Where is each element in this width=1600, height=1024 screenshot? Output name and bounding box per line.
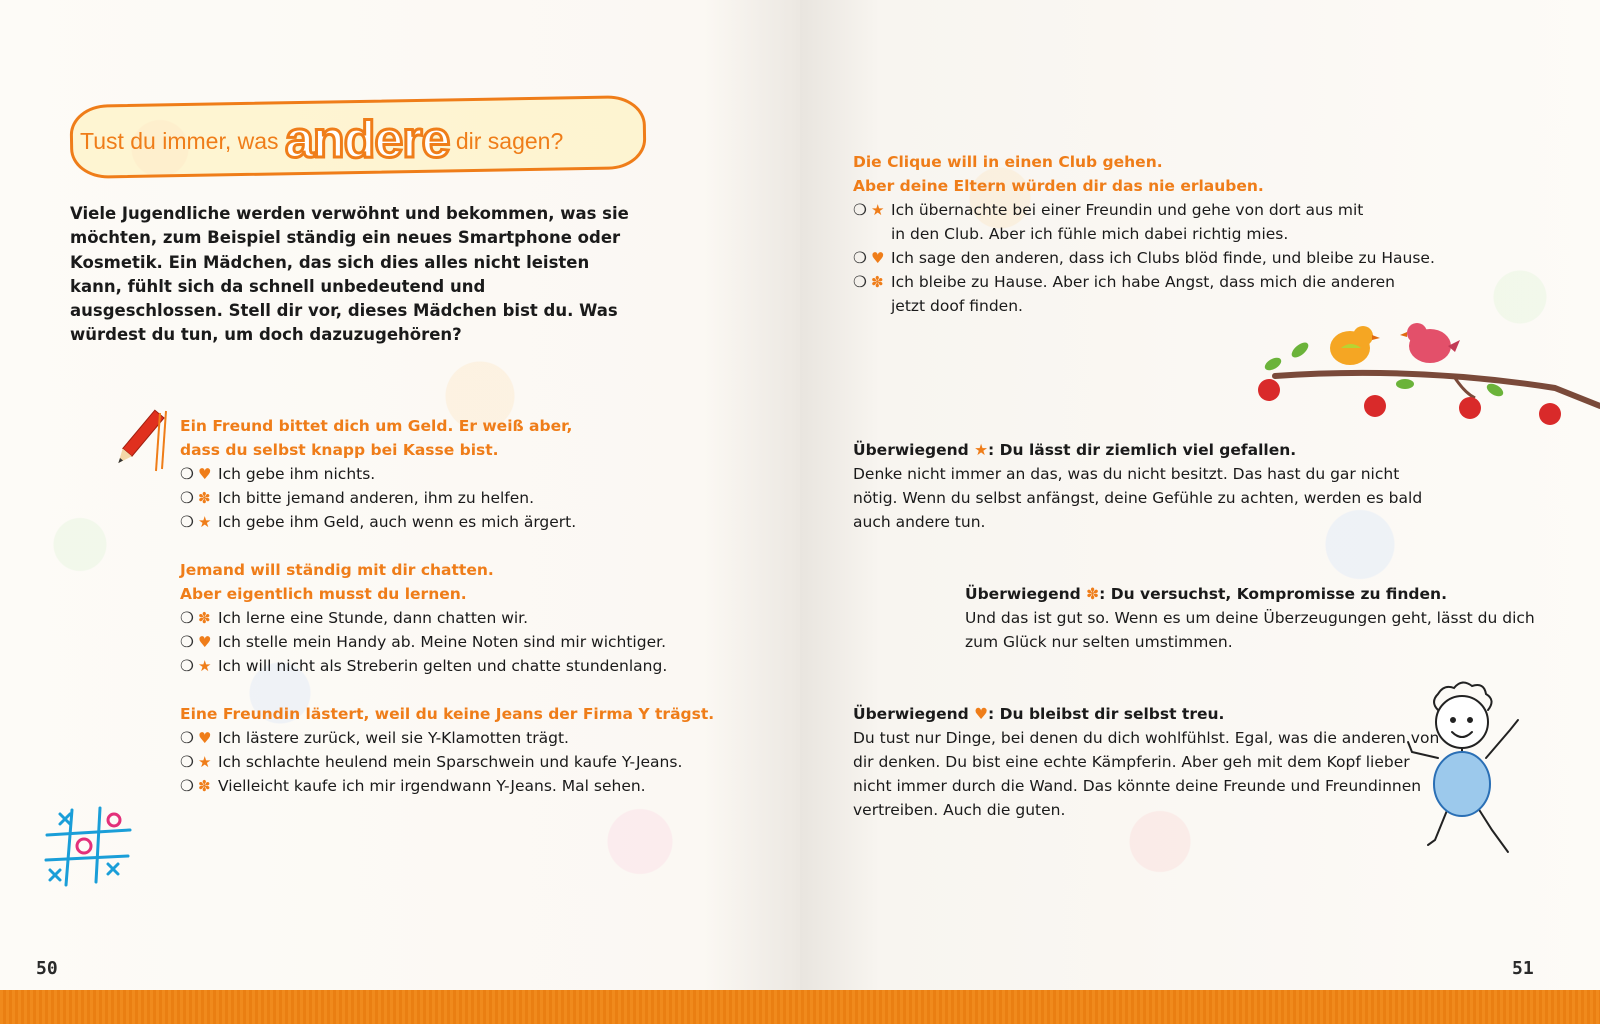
result-3-heading [853, 702, 1439, 726]
flower-icon: ✽ [198, 777, 211, 795]
result-title: : Du lässt dir ziemlich viel gefallen. [988, 441, 1297, 459]
result-3 [853, 702, 1439, 822]
result-3-line: vertreiben. Auch die guten. [853, 801, 1066, 819]
answer-text: Ich übernachte bei einer Freundin und gehe von dort aus mit [891, 201, 1364, 219]
birds-on-branch-illustration [1255, 318, 1600, 428]
result-label: Überwiegend [853, 441, 969, 459]
question-4 [853, 150, 1435, 318]
tic-tac-toe-icon [42, 800, 137, 890]
result-title: : Du bleibst dir selbst treu. [988, 705, 1225, 723]
answer-option[interactable] [180, 654, 667, 678]
question-3-heading: Eine Freundin lästert, weil du keine Jeans der Firma Y trägst. [180, 705, 715, 723]
result-3-line: nicht immer durch die Wand. Das könnte deine Freunde und Freundinnen [853, 777, 1422, 795]
flower-icon: ✽ [1086, 585, 1100, 603]
answer-option[interactable] [180, 750, 714, 774]
result-1-line: auch andere tun. [853, 513, 986, 531]
question-3 [180, 702, 714, 798]
result-1-line: Denke nicht immer an das, was du nicht besitzt. Das hast du gar nicht [853, 465, 1400, 483]
heart-icon: ♥ [198, 729, 212, 747]
checkbox-circle-icon[interactable]: ❍ [853, 249, 867, 267]
page-number: 51 [1512, 958, 1534, 979]
result-1-heading [853, 438, 1422, 462]
answer-text: Ich gebe ihm nichts. [218, 465, 376, 483]
answer-option[interactable] [853, 270, 1435, 294]
pencil-icon [104, 405, 174, 475]
answer-option[interactable] [180, 462, 576, 486]
result-label: Überwiegend [853, 705, 969, 723]
left-page [0, 0, 800, 990]
result-1-line: nötig. Wenn du selbst anfängst, deine Gefühle zu achten, werden es bald [853, 489, 1423, 507]
page-number: 50 [36, 958, 58, 979]
flower-icon: ✽ [198, 609, 211, 627]
question-2 [180, 558, 667, 678]
heart-icon: ♥ [871, 249, 885, 267]
star-icon: ★ [198, 513, 212, 531]
question-4-heading-line-2: Aber deine Eltern würden dir das nie erlauben. [853, 177, 1264, 195]
checkbox-circle-icon[interactable]: ❍ [180, 513, 194, 531]
answer-text: Ich sage den anderen, dass ich Clubs blöd finde, und bleibe zu Hause. [891, 249, 1435, 267]
result-2-line: zum Glück nur selten umstimmen. [965, 633, 1233, 651]
answer-option[interactable] [180, 774, 714, 798]
checkbox-circle-icon[interactable]: ❍ [853, 273, 867, 291]
checkbox-circle-icon[interactable]: ❍ [180, 633, 194, 651]
checkbox-circle-icon[interactable]: ❍ [180, 729, 194, 747]
checkbox-circle-icon[interactable]: ❍ [180, 465, 194, 483]
answer-text: Ich schlachte heulend mein Sparschwein und kaufe Y-Jeans. [218, 753, 683, 771]
result-2-heading [965, 582, 1535, 606]
question-1-heading-line-2: dass du selbst knapp bei Kasse bist. [180, 441, 499, 459]
heart-icon: ♥ [974, 705, 989, 723]
answer-text: Vielleicht kaufe ich mir irgendwann Y-Jeans. Mal sehen. [218, 777, 646, 795]
result-2-line: Und das ist gut so. Wenn es um deine Überzeugungen geht, lässt du dich [965, 609, 1535, 627]
heart-icon: ♥ [198, 633, 212, 651]
answer-text: Ich lästere zurück, weil sie Y-Klamotten trägt. [218, 729, 569, 747]
question-1-heading-line-1: Ein Freund bittet dich um Geld. Er weiß aber, [180, 417, 573, 435]
heart-icon: ♥ [198, 465, 212, 483]
answer-option[interactable] [180, 510, 576, 534]
answer-option[interactable] [180, 606, 667, 630]
intro-text: Viele Jugendliche werden verwöhnt und bekommen, was sie möchten, zum Beispiel ständig ein neues Smartphone oder Kosmetik. Ein Mädchen, das sich dies alles nicht leisten kann, fühlt sich da schnell unbedeutend und ausgeschlossen. Stell dir vor, dieses Mädchen bist du. Was würdest du tun, um doch dazuzugehören? [70, 204, 629, 345]
answer-text: Ich gebe ihm Geld, auch wenn es mich ärgert. [218, 513, 577, 531]
checkbox-circle-icon[interactable]: ❍ [853, 201, 867, 219]
answer-text-continued: jetzt doof finden. [891, 297, 1023, 315]
star-icon: ★ [198, 657, 212, 675]
answer-text: Ich will nicht als Streberin gelten und chatte stundenlang. [218, 657, 668, 675]
answer-option[interactable] [853, 246, 1435, 270]
title-highlight: andere [284, 111, 450, 169]
result-3-line: dir denken. Du bist eine echte Kämpferin. Aber geh mit dem Kopf lieber [853, 753, 1410, 771]
result-2 [965, 582, 1535, 654]
answer-text-continued: in den Club. Aber ich fühle mich dabei richtig mies. [891, 225, 1289, 243]
answer-option[interactable] [853, 198, 1435, 222]
flower-icon: ✽ [871, 273, 884, 291]
checkbox-circle-icon[interactable]: ❍ [180, 777, 194, 795]
answer-text: Ich bitte jemand anderen, ihm zu helfen. [218, 489, 535, 507]
result-1 [853, 438, 1422, 534]
checkbox-circle-icon[interactable]: ❍ [180, 489, 194, 507]
right-page [800, 0, 1600, 990]
title-part-2: dir sagen? [455, 128, 564, 154]
footer-stripe [0, 990, 1600, 1024]
star-icon: ★ [198, 753, 212, 771]
answer-option[interactable] [180, 726, 714, 750]
answer-text: Ich lerne eine Stunde, dann chatten wir. [218, 609, 529, 627]
answer-text: Ich bleibe zu Hause. Aber ich habe Angst, dass mich die anderen [891, 273, 1396, 291]
answer-option[interactable] [180, 630, 667, 654]
flower-icon: ✽ [198, 489, 211, 507]
question-4-heading-line-1: Die Clique will in einen Club gehen. [853, 153, 1163, 171]
result-title: : Du versuchst, Kompromisse zu finden. [1099, 585, 1447, 603]
page-title [80, 110, 563, 170]
title-part-1: Tust du immer, was [80, 128, 279, 154]
checkbox-circle-icon[interactable]: ❍ [180, 753, 194, 771]
question-2-heading-line-1: Jemand will ständig mit dir chatten. [180, 561, 494, 579]
answer-option[interactable] [180, 486, 576, 510]
star-icon: ★ [974, 441, 989, 459]
result-label: Überwiegend [965, 585, 1081, 603]
answer-text: Ich stelle mein Handy ab. Meine Noten sind mir wichtiger. [218, 633, 666, 651]
question-1 [180, 414, 576, 534]
checkbox-circle-icon[interactable]: ❍ [180, 657, 194, 675]
star-icon: ★ [871, 201, 885, 219]
result-3-line: Du tust nur Dinge, bei denen du dich wohlfühlst. Egal, was die anderen von [853, 729, 1440, 747]
girl-doodle-illustration [1400, 680, 1540, 865]
checkbox-circle-icon[interactable]: ❍ [180, 609, 194, 627]
question-2-heading-line-2: Aber eigentlich musst du lernen. [180, 585, 467, 603]
